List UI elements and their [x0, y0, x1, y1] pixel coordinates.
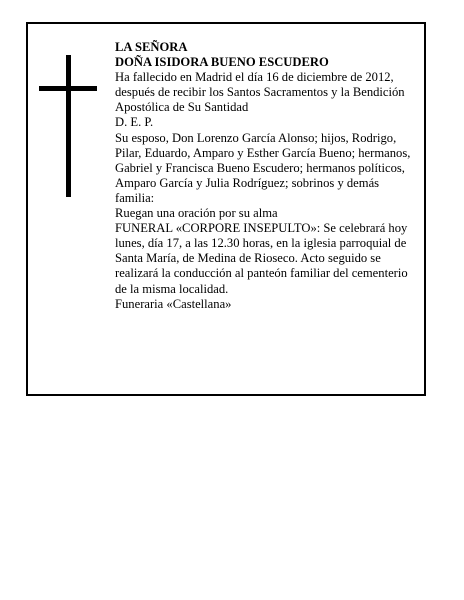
notice-title: LA SEÑORA [115, 40, 188, 54]
obituary-notice [26, 22, 426, 396]
deceased-name: DOÑA ISIDORA BUENO ESCUDERO [115, 55, 329, 70]
cross-horizontal-bar [39, 86, 97, 91]
funeral-home: Funeraria «Castellana» [115, 296, 232, 311]
cross-icon [39, 55, 97, 197]
cross-vertical-bar [66, 55, 71, 197]
funeral-details: FUNERAL «CORPORE INSEPULTO»: Se celebrará hoy lunes, día 17, a las 12.30 horas, en la iglesia parroquial de Santa María, de Medina de Rioseco. Acto seguido se realizará la conducción al panteón familiar del cementerio de la misma localidad. [115, 221, 408, 296]
prayer-request: Ruegan una oración por su alma [115, 206, 278, 221]
notice-text [115, 40, 415, 312]
family-list: Su esposo, Don Lorenzo García Alonso; hijos, Rodrigo, Pilar, Eduardo, Amparo y Esther García Bueno; hermanos, Gabriel y Francisca Bueno Escudero; hermanos políticos, Amparo García y Julia Rodríguez; sobrinos y demás familia: [115, 130, 411, 205]
passing-statement: Ha fallecido en Madrid el día 16 de diciembre de 2012, después de recibir los Santos Sacramentos y la Bendición Apostólica de Su Santidad [115, 70, 405, 115]
rip-line: D. E. P. [115, 115, 154, 130]
